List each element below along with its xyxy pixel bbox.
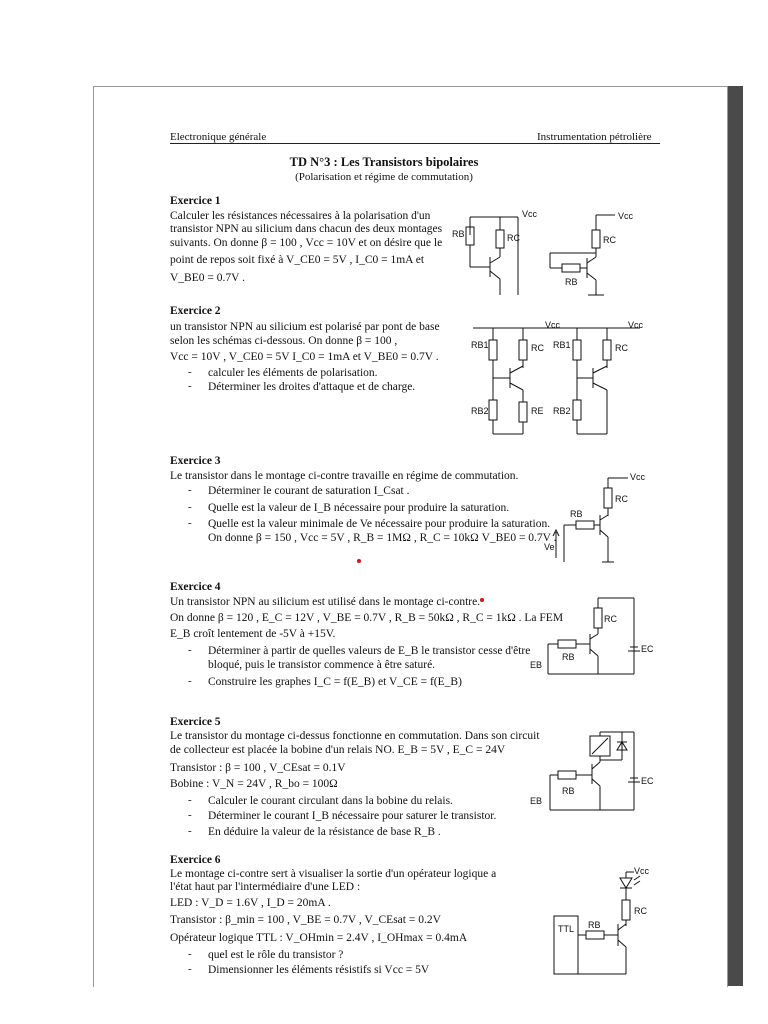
vcc-label: Vcc <box>628 320 644 330</box>
eb-label: EB <box>530 796 543 806</box>
vcc-label: Vcc <box>545 320 561 330</box>
list-dash: - <box>188 380 192 392</box>
ex5-line: Transistor : β = 100 , V_CEsat = 0.1V <box>170 762 346 774</box>
list-dash: - <box>188 484 192 496</box>
ex3-given: On donne β = 150 , Vcc = 5V , R_B = 1MΩ , R_C = 10kΩ V_BE0 = 0.7V . <box>208 532 557 544</box>
ex5-line: Bobine : V_N = 24V , R_bo = 100Ω <box>170 778 338 790</box>
ex2-line: Vcc = 10V , V_CE0 = 5V I_C0 = 1mA et V_BE0 = 0.7V . <box>170 351 439 363</box>
rb-label: RB <box>562 652 575 662</box>
rb1-label: RB1 <box>471 340 489 350</box>
rb-label: RB <box>452 229 465 239</box>
list-dash: - <box>188 517 192 529</box>
rb1-label: RB1 <box>553 340 571 350</box>
ex6-title: Exercice 6 <box>170 854 221 866</box>
ex5-title: Exercice 5 <box>170 716 221 728</box>
header-left: Electronique générale <box>170 131 267 143</box>
ec-label: EC <box>641 776 654 786</box>
ex4-line: On donne β = 120 , E_C = 12V , V_BE = 0.7V , R_B = 50kΩ , R_C = 1kΩ . La FEM <box>170 612 564 624</box>
list-dash: - <box>188 794 192 806</box>
ex6-line: Opérateur logique TTL : V_OHmin = 2.4V , I_OHmax = 0.4mA <box>170 932 468 944</box>
ex5-line: de collecteur est placée la bobine d'un relais NO. E_B = 5V , E_C = 24V <box>170 744 506 756</box>
ex1-circuit-diagram <box>450 205 650 305</box>
ex3-item: Déterminer le courant de saturation I_Csat . <box>208 485 410 497</box>
ex2-line: selon les schémas ci-dessous. On donne β = 100 , <box>170 335 398 347</box>
annotation-dot <box>357 559 361 563</box>
ex2-item: Déterminer les droites d'attaque et de charge. <box>208 381 416 393</box>
ex4-line: E_B croît lentement de -5V à +15V. <box>170 628 336 640</box>
rc-label: RC <box>615 494 628 504</box>
vcc-label: Vcc <box>522 209 538 219</box>
rb2-label: RB2 <box>471 406 489 416</box>
page-title: TD N°3 : Les Transistors bipolaires <box>289 155 479 169</box>
ex4-item: Construire les graphes I_C = f(E_B) et V_CE = f(E_B) <box>208 676 462 688</box>
ex4-circuit-diagram <box>528 592 658 687</box>
rc-label: RC <box>634 906 647 916</box>
ex4-title: Exercice 4 <box>170 581 221 593</box>
ex1-line: V_BE0 = 0.7V . <box>170 272 245 284</box>
ex2-line: un transistor NPN au silicium est polarisé par pont de base <box>170 321 440 333</box>
ex5-item: En déduire la valeur de la résistance de base R_B . <box>208 826 441 838</box>
ex1-line: point de repos soit fixé à V_CE0 = 5V , I_C0 = 1mA et <box>170 254 425 266</box>
rb-label: RB <box>570 509 583 519</box>
ex1-line: Calculer les résistances nécessaires à la polarisation d'un <box>170 210 431 222</box>
ex3-circuit-diagram <box>540 470 670 570</box>
vcc-label: Vcc <box>618 211 634 221</box>
ex3-item: Quelle est la valeur de I_B nécessaire pour produire la saturation. <box>208 502 510 514</box>
eb-label: EB <box>530 660 543 670</box>
header-right: Instrumentation pétrolière <box>537 131 652 143</box>
ex1-line: transistor NPN au silicium dans chacun des deux montages <box>170 223 443 235</box>
ex3-title: Exercice 3 <box>170 455 221 467</box>
ex5-item: Calculer le courant circulant dans la bobine du relais. <box>208 795 453 807</box>
ex6-item: quel est le rôle du transistor ? <box>208 949 344 961</box>
annotation-dot <box>480 598 484 602</box>
list-dash: - <box>188 963 192 975</box>
ttl-label: TTL <box>558 924 575 934</box>
vcc-label: Vcc <box>630 472 646 482</box>
rc-label: RC <box>615 343 628 353</box>
rc-label: RC <box>603 235 616 245</box>
ex5-line: Le transistor du montage ci-dessus fonctionne en commutation. Dans son circuit <box>170 730 540 742</box>
list-dash: - <box>188 809 192 821</box>
rb-label: RB <box>565 277 578 287</box>
list-dash: - <box>188 825 192 837</box>
ex3-item: Quelle est la valeur minimale de Ve nécessaire pour produire la saturation. <box>208 518 551 530</box>
ex5-circuit-diagram <box>528 728 658 823</box>
rb-label: RB <box>588 920 601 930</box>
ex1-title: Exercice 1 <box>170 195 221 207</box>
re-label: RE <box>531 406 544 416</box>
vcc-label: Vcc <box>634 866 650 876</box>
ex2-title: Exercice 2 <box>170 305 221 317</box>
ex6-line: Transistor : β_min = 100 , V_BE = 0.7V , V_CEsat = 0.2V <box>170 914 441 926</box>
ex3-intro: Le transistor dans le montage ci-contre travaille en régime de commutation. <box>170 470 519 482</box>
list-dash: - <box>188 501 192 513</box>
list-dash: - <box>188 675 192 687</box>
ex6-line: Le montage ci-contre sert à visualiser la sortie d'un opérateur logique a <box>170 868 497 880</box>
ve-label: Ve <box>544 542 555 552</box>
ex2-circuit-diagram <box>465 318 660 438</box>
list-dash: - <box>188 644 192 656</box>
rc-label: RC <box>604 614 617 624</box>
ec-label: EC <box>641 644 654 654</box>
ex6-line: LED : V_D = 1.6V , I_D = 20mA . <box>170 897 331 909</box>
ex1-line: suivants. On donne β = 100 , Vcc = 10V et on désire que le <box>170 237 443 249</box>
list-dash: - <box>188 948 192 960</box>
ex5-item: Déterminer le courant I_B nécessaire pour saturer le transistor. <box>208 810 497 822</box>
ex6-item: Dimensionner les éléments résistifs si Vcc = 5V <box>208 964 430 976</box>
ex4-line: Un transistor NPN au silicium est utilisé dans le montage ci-contre. <box>170 596 481 608</box>
page-shadow <box>726 86 743 986</box>
rb-label: RB <box>562 786 575 796</box>
ex4-item: Déterminer à partir de quelles valeurs de E_B le transistor cesse d'être <box>208 645 531 657</box>
ex4-item: bloqué, puis le transistor commence à être saturé. <box>208 659 436 671</box>
rc-label: RC <box>507 233 520 243</box>
list-dash: - <box>188 366 192 378</box>
ex6-line: l'état haut par l'intermédiaire d'une LED : <box>170 881 361 893</box>
ex6-circuit-diagram <box>548 866 663 981</box>
rb2-label: RB2 <box>553 406 571 416</box>
rc-label: RC <box>531 343 544 353</box>
header-rule <box>170 143 660 144</box>
ex2-item: calculer les éléments de polarisation. <box>208 367 378 379</box>
page-subtitle: (Polarisation et régime de commutation) <box>295 171 473 183</box>
